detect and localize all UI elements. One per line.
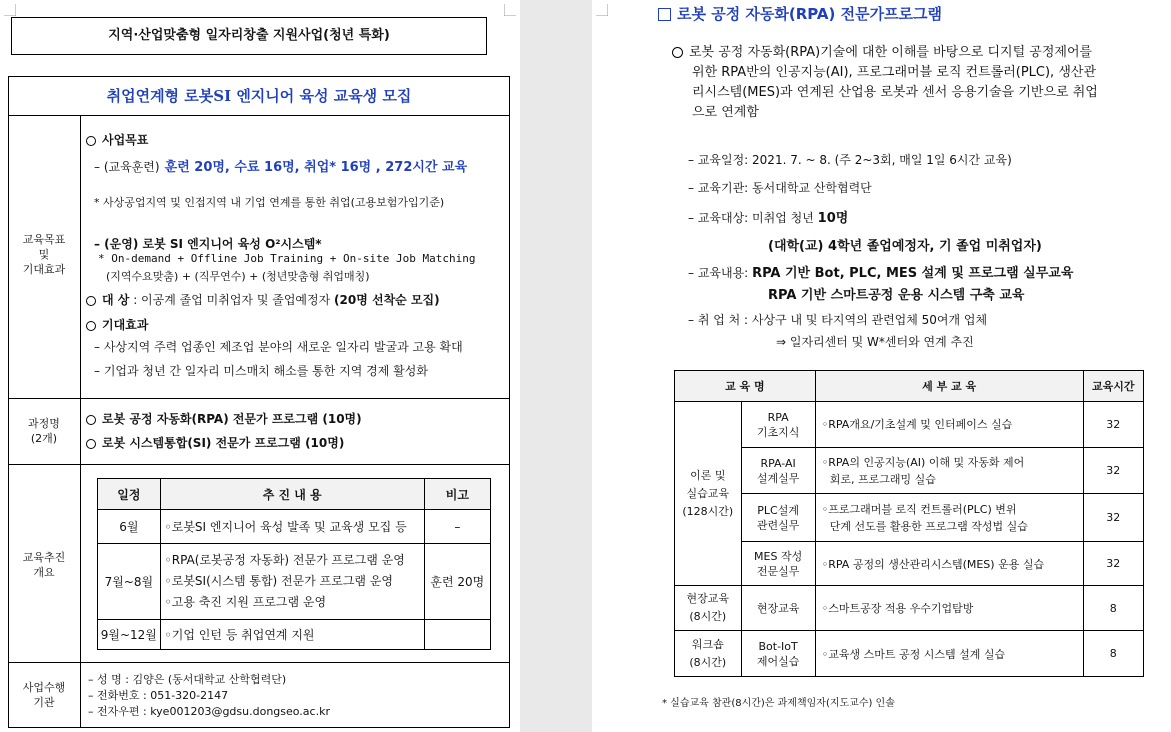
goals-label — [8, 232, 80, 277]
sub-name: 관련실무 — [756, 518, 800, 532]
program-table — [674, 370, 1144, 677]
effect-heading-text: 기대효과 — [102, 318, 149, 332]
label-line: 사업수행 — [22, 681, 66, 694]
target-text: : 이공계 졸업 미취업자 및 졸업예정자 — [133, 293, 331, 307]
org-phone: – 전화번호 : 051-320-2147 — [88, 689, 229, 702]
program-title-text: 로봇 공정 자동화(RPA) 전문가프로그램 — [677, 5, 943, 23]
group-hours: (8시간) — [689, 610, 727, 623]
detail-text: 회로, 프로그래밍 실습 — [829, 472, 936, 486]
group-hours: (128시간) — [682, 504, 734, 518]
course-text: 로봇 시스템통합(SI) 전문가 프로그램 (10명) — [102, 436, 345, 450]
content-line — [688, 262, 1073, 281]
plan-note: – — [424, 510, 490, 544]
table-row — [675, 402, 1144, 448]
sub-cell — [741, 402, 815, 448]
intro-line: 으로 연계함 — [692, 105, 759, 120]
plan-item: ◦고용 축진 지원 프로그램 운영 — [164, 595, 327, 609]
detail-cell — [815, 494, 1083, 542]
plan-header-date: 일정 — [98, 479, 161, 510]
audience-count: 10명 — [817, 211, 849, 226]
biz-goal-heading — [86, 131, 148, 148]
training-line — [94, 156, 467, 175]
label-line: 및 — [38, 248, 50, 261]
org-name: – 성 명 : 김양은 (동서대학교 산학협력단) — [88, 673, 287, 686]
plan-item: ◦기업 인턴 등 취업연계 지원 — [160, 620, 424, 650]
schedule-line: – 교육일정: 2021. 7. ~ 8. (주 2~3회, 매일 1일 6시간 교육) — [688, 153, 1012, 167]
intro-line: 로봇 공정 자동화(RPA)기술에 대한 이해를 바탕으로 디지털 공정제어를 — [689, 45, 1093, 60]
detail-cell — [815, 542, 1083, 586]
label-line: 교육추진 — [22, 551, 66, 564]
detail-cell — [815, 402, 1083, 448]
institution-line: – 교육기관: 동서대학교 산학협력단 — [688, 181, 872, 195]
intro-line: 위한 RPA반의 인공지능(AI), 프로그래머블 로직 컨트롤러(PLC), 생산관 — [692, 65, 1096, 80]
plan-item: ◦로봇SI(시스템 통합) 전문가 프로그램 운영 — [164, 574, 394, 588]
intro-line: 리시스템(MES)과 연계된 산업용 로봇과 센서 응용기술을 기반으로 취업 — [692, 85, 1098, 100]
hours-cell: 32 — [1083, 448, 1143, 494]
sub-name: 설계실무 — [756, 471, 800, 485]
table-row — [675, 631, 1144, 677]
group-cell — [675, 631, 742, 677]
sub-name: 전문실무 — [756, 564, 800, 578]
sub-name: RPA — [767, 410, 789, 424]
course-item — [86, 410, 362, 427]
course-text: 로봇 공정 자동화(RPA) 전문가 프로그램 (10명) — [102, 412, 362, 426]
course-item — [86, 434, 344, 451]
detail-text: ◦RPA의 인공지능(AI) 이해 및 자동화 제어 — [821, 455, 1025, 469]
program-table-header — [675, 371, 1144, 402]
label-line: 개요 — [33, 566, 55, 579]
plan-date: 6월 — [98, 510, 161, 544]
group-name: 이론 및 — [690, 468, 726, 482]
header-title-box — [11, 17, 487, 55]
plan-header-content: 추 진 내 용 — [160, 479, 424, 510]
sub-name: Bot-IoT — [758, 639, 798, 653]
detail-cell — [815, 448, 1083, 494]
table-row — [675, 542, 1144, 586]
row-divider — [8, 464, 510, 465]
detail-cell: ◦교육생 스마트 공정 시스템 설계 실습 — [815, 631, 1083, 677]
group-name: 실습교육 — [686, 486, 730, 500]
table-row — [98, 620, 491, 650]
circle-bullet-icon — [86, 296, 96, 306]
group-name: 현장교육 — [686, 592, 730, 605]
left-page — [0, 0, 520, 732]
target-line — [86, 291, 440, 308]
group-cell — [675, 402, 742, 586]
target-heading: 대 상 — [102, 293, 130, 307]
table-row — [98, 510, 491, 544]
right-page — [592, 0, 1171, 732]
recruit-title-text: 취업연계형 로봇SI 엔지니어 육성 교육생 모집 — [106, 87, 412, 105]
label-line: 기대효과 — [22, 263, 66, 276]
audience-line — [688, 207, 848, 226]
group-cell — [675, 586, 742, 631]
sub-name: RPA-AI — [760, 456, 796, 470]
audience-detail: (대학(교) 4학년 졸업예정자, 기 졸업 미취업자) — [768, 239, 1042, 254]
label-line: 교육목표 — [22, 233, 66, 246]
effect-item-1: – 사상지역 주력 업종인 제조업 분야의 새로운 일자리 발굴과 고용 확대 — [94, 340, 463, 354]
org-label — [8, 680, 80, 710]
hours-cell: 32 — [1083, 542, 1143, 586]
employment-line: – 취 업 처 : 사상구 내 및 타지역의 관련업체 50여개 업체 — [688, 313, 988, 327]
label-line: (2개) — [30, 432, 58, 445]
row-divider — [8, 662, 510, 663]
sub-name: MES 작성 — [754, 549, 803, 563]
row-divider — [8, 398, 510, 399]
crop-mark-icon — [504, 4, 516, 16]
program-header-hours: 교육시간 — [1083, 371, 1143, 402]
program-title — [658, 3, 942, 24]
plan-note: 훈련 20명 — [424, 544, 490, 620]
program-header-detail: 세 부 교 육 — [815, 371, 1083, 402]
ops-detail-2: (지역수요맞춤) + (직무연수) + (청년맞춤형 취업매칭) — [106, 270, 370, 283]
plan-item: ◦로봇SI 엔지니어 육성 발족 및 교육생 모집 등 — [160, 510, 424, 544]
detail-text: ◦프로그래머블 로직 컨트롤러(PLC) 변위 — [821, 502, 1017, 516]
plan-date: 7월~8월 — [98, 544, 161, 620]
sub-cell: 현장교육 — [741, 586, 815, 631]
effect-heading — [86, 316, 148, 333]
plan-date: 9월~12월 — [98, 620, 161, 650]
training-footnote: * 사상공업지역 및 인접지역 내 기업 연계를 통한 취업(고용보험가입기준) — [94, 196, 445, 209]
table-row — [675, 448, 1144, 494]
plan-table — [97, 478, 491, 650]
detail-text: ◦RPA개요/기초설계 및 인터페이스 실습 — [821, 418, 1013, 431]
hours-cell: 32 — [1083, 402, 1143, 448]
label-divider — [80, 116, 81, 728]
circle-bullet-icon — [86, 321, 96, 331]
sub-name: PLC설계 — [757, 503, 799, 517]
ops-detail-1: * On-demand + Offline Job Training + On-site Job Matching — [98, 252, 476, 265]
hours-cell: 32 — [1083, 494, 1143, 542]
detail-text: ◦RPA 공정의 생산관리시스템(MES) 운용 실습 — [821, 557, 1045, 571]
group-name: 워크숍 — [691, 637, 724, 651]
hours-cell: 8 — [1083, 586, 1143, 631]
table-footnote: * 실습교육 참관(8시간)은 과제책임자(지도교수) 인솔 — [662, 698, 895, 709]
plan-item: ◦RPA(로봇공정 자동화) 전문가 프로그램 운영 — [164, 553, 405, 567]
training-prefix: – (교육훈련) — [94, 160, 160, 174]
hours-cell: 8 — [1083, 631, 1143, 677]
label-line: 과정명 — [28, 417, 60, 430]
group-hours: (8시간) — [689, 655, 727, 669]
employment-link: ⇒ 일자리센터 및 W*센터와 연계 추진 — [776, 335, 974, 349]
training-text: 훈련 20명, 수료 16명, 취업* 16명 , 272시간 교육 — [164, 160, 468, 175]
plan-label — [8, 550, 80, 580]
crop-mark-icon — [4, 4, 16, 16]
intro-paragraph — [672, 43, 1098, 123]
course-label — [8, 416, 80, 446]
plan-header-note: 비고 — [424, 479, 490, 510]
ops-text: – (운영) 로봇 SI 엔지니어 육성 O²시스템* — [94, 237, 322, 251]
crop-mark-icon — [596, 4, 608, 16]
circle-bullet-icon — [86, 415, 96, 425]
circle-bullet-icon — [86, 136, 96, 146]
detail-cell: ◦스마트공장 적용 우수기업탐방 — [815, 586, 1083, 631]
program-header-name: 교 육 명 — [675, 371, 816, 402]
target-bold: (20명 선착순 모집) — [334, 293, 440, 307]
audience-prefix: – 교육대상: 미취업 청년 — [688, 211, 814, 225]
table-row — [675, 494, 1144, 542]
circle-bullet-icon — [672, 47, 683, 58]
sub-name: 제어실습 — [756, 654, 800, 668]
org-email: – 전자우편 : kye001203@gdsu.dongseo.ac.kr — [88, 705, 330, 718]
content-prefix: – 교육내용: — [688, 266, 749, 280]
sub-cell — [741, 631, 815, 677]
plan-note — [424, 620, 490, 650]
square-bullet-icon — [658, 8, 671, 21]
table-row — [98, 544, 491, 620]
plan-table-header — [98, 479, 491, 510]
biz-goal-text: 사업목표 — [102, 133, 149, 147]
sub-cell — [741, 448, 815, 494]
effect-item-2: – 기업과 청년 간 일자리 미스매치 해소를 통한 지역 경제 활성화 — [94, 364, 428, 378]
plan-items — [160, 544, 424, 620]
circle-bullet-icon — [86, 439, 96, 449]
table-row — [675, 586, 1144, 631]
sub-cell — [741, 542, 815, 586]
sub-name: 기초지식 — [756, 425, 800, 439]
recruit-title — [8, 76, 510, 116]
label-line: 기관 — [33, 696, 55, 709]
sub-cell — [741, 494, 815, 542]
header-title: 지역·산업맞춤형 일자리창출 지원사업(청년 특화) — [108, 28, 390, 43]
content-item: RPA 기반 Bot, PLC, MES 설계 및 프로그램 실무교육 — [752, 266, 1074, 281]
content-item: RPA 기반 스마트공정 운용 시스템 구축 교육 — [768, 288, 1025, 303]
detail-text: 단계 선도를 활용한 프로그램 작성법 실습 — [829, 519, 1028, 533]
